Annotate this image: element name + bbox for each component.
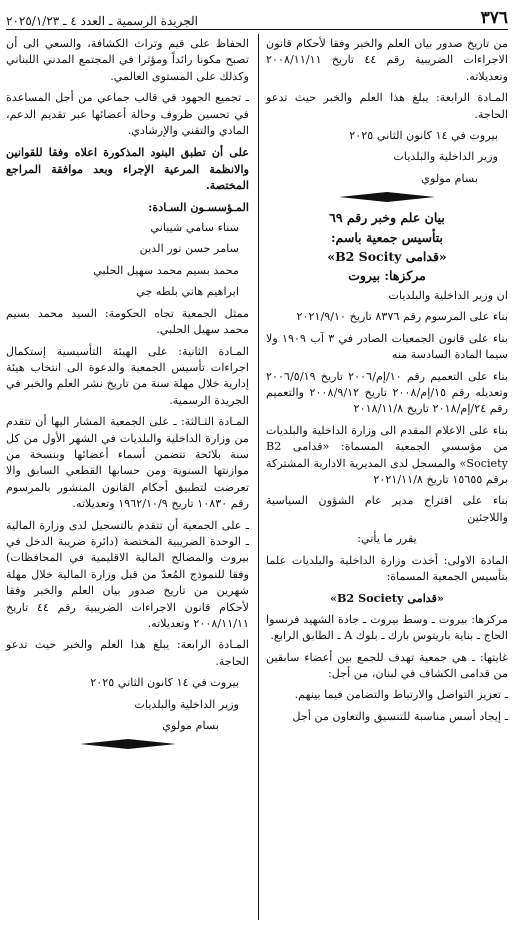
publication-line: الجريدة الرسمية ـ العدد ٤ ـ ٢٠٢٥/١/٢٣ [6, 14, 198, 28]
founders-title: المـؤسسـون السـادة: [148, 199, 249, 214]
goal-item-2: ـ إيجاد أسس مناسبة للتنسيق والتعاون من أجل [292, 709, 508, 723]
left-column [6, 36, 249, 757]
goal-item-3: ـ تجميع الجهود في قالب جماعي من أجل المساعدة في تحسين ظروف وحالة أعضائها عبر تقديم الدعم، المادي والتقني والإرشادي. [6, 91, 249, 138]
founder-name: سامر حسن نور الدين [139, 242, 239, 256]
basis-4: بناء على الاعلام المقدم الى وزارة الداخلية والبلديات من مؤسسي الجمعية المسماة: «قدامى B2 Society» والمسجل لدى المديرية الادارية المشتركة برقم ١٥٦٥٥ تاريخ ٢٠٢١/١١/٨ [266, 423, 508, 486]
article-four: المـادة الرابعة: يبلغ هذا العلم والخبر حيث تدعو الحاجة. [266, 91, 508, 121]
goal-paragraph: غايتها: ـ هي جمعية تهدف للجمع بين أعضاء سابقين من قدامى الكشاف في لبنان، من أجل: [266, 650, 508, 680]
paragraph: من تاريخ صدور بيان العلم والخبر وفقا لأحكام قانون الاجراءات الضريبية رقم ٤٤ تاريخ ٢٠٠٨/١١/١١ وتعديلاته. [266, 37, 508, 83]
government-representative: ممثل الجمعية تجاه الحكومة: السيد محمد بسيم محمد سهيل الحلبي. [6, 306, 249, 337]
goal-continuation: الحفاظ على قيم وتراث الكشافة، والسعي الى أن تصبح مكونا رائداً ومؤثرا في المجتمع المدني اللبناني وكذلك على المستوى العالمي. [6, 37, 249, 83]
association-name-2: «قدامى B2 Society» [329, 591, 445, 606]
compliance-clause: على أن تطبق البنود المذكورة اعلاه وفقا للقوانين والانظمة المرعية الإجراء وبعد موافقة المراجع المختصة. [6, 145, 249, 193]
founder-name: سناء سامي شيباني [150, 221, 239, 235]
article-one: المادة الاولى: أخذت وزارة الداخلية والبلديات علما بتأسيس الجمعية المسماة: [266, 553, 508, 583]
founder-name: ابراهيم هاني بلطه جي [136, 285, 239, 299]
headquarters-address: مركزها: بيروت ـ وسط بيروت ـ جادة الشهيد فرنسوا الحاج ـ بناية باريتوس بارك ـ بلوك A ـ الطابق الرابع. [266, 612, 508, 643]
basis-3: بناء على التعميم رقم ١٠/إم/٢٠٠٦ تاريخ ٢٠٠٦/٥/١٩ وتعديله رقم ١٥/إم/٢٠٠٨ تاريخ ٢٠٠٨/٩/١٢ والتعميم رقم ٢٤/إم/٢٠١٨ تاريخ ٢٠١٨/١١/٨ [266, 369, 509, 416]
signing-date-2: بيروت في ١٤ كانون الثاني ٢٠٢٥ [90, 676, 239, 690]
article-four-2: المـادة الرابعة: يبلغ هذا العلم والخبر حيث تدعو الحاجة. [6, 638, 249, 668]
basis-2: بناء على قانون الجمعيات الصادر في ٣ آب ١٩٠٩ ولا سيما المادة السادسة منه [266, 331, 508, 362]
notice-title: بيان علم وخبر رقم ٦٩ [329, 210, 445, 226]
diamond-rule-icon [339, 192, 435, 202]
header-rule [6, 29, 508, 30]
basis-5: بناء على اقتراح مدير عام الشؤون السياسية واللاجئين [266, 494, 508, 524]
section-divider-2 [6, 739, 249, 749]
minister-name-2: بسام مولوي [162, 719, 219, 733]
tax-registration: ـ على الجمعية أن تتقدم بالتسجيل لدى وزارة المالية ـ الوحدة الضريبية المختصة (دائرة ضريبة الدخل في بيروت والمصالح المالية الاقليمية في المحافظات) وفقا للنموذج المُعدّ من قبل وزارة المالية خلال مهلة شهرين من تاريخ صدور بيان العلم والخبر وفقا لأحكام قانون الاجراءات الضريبية رقم ٤٤ تاريخ ٢٠٠٨/١١/١١ وتعديلاته. [6, 518, 249, 630]
right-column [266, 36, 508, 730]
minister-title: وزير الداخلية والبلديات [393, 150, 498, 164]
signing-date: بيروت في ١٤ كانون الثاني ٢٠٢٥ [349, 129, 498, 143]
diamond-rule-icon [80, 739, 176, 749]
intro-line: ان وزير الداخلية والبلديات [388, 288, 508, 302]
article-two: المـادة الثانية: على الهيئة التأسيسية إستكمال اجراءات تأسيس الجمعية والدعوة الى انتخاب هيئة إدارية خلال مهلة سنة من تاريخ نشر العلم والخبر في الجريدة الرسمية. [6, 344, 249, 407]
page-number: ٣٧٦ [480, 8, 508, 28]
section-divider [266, 192, 508, 202]
basis-1: بناء على المرسوم رقم ٨٣٧٦ تاريخ ٢٠٢١/٩/١٠ [296, 310, 508, 324]
minister-name: بسام مولوي [421, 171, 478, 185]
founder-name: محمد بسيم محمد سهيل الحلبي [93, 263, 239, 277]
column-divider [258, 34, 259, 920]
minister-title-2: وزير الداخلية والبلديات [134, 697, 239, 711]
association-name: «قدامى B2 Socity» [327, 249, 447, 265]
notice-subtitle: بتأسيس جمعية باسم: [330, 229, 444, 245]
headquarters: مركزها: بيروت [348, 268, 426, 284]
decides-line: يقرر ما يأتي: [357, 532, 417, 546]
page-header [6, 6, 508, 28]
article-three: المـادة الثـالثة: ـ على الجمعية المشار اليها أن تتقدم من وزارة الداخلية والبلديات في الشهر الأول من كل سنة بلائحة تتضمن أسماء أعضائها وبنسخة من موازنتها السنوية ومن حسابها القطعي السابق والا تعرضت لتطبيق أحكام القانون المنشور بالمرسوم رقم ١٠٨٣٠ تاريخ ١٩٦٢/١٠/٩ وتعديلاته. [6, 415, 249, 511]
goal-item-1: ـ تعزيز التواصل والارتباط والتضامن فيما بينهم. [294, 688, 508, 702]
